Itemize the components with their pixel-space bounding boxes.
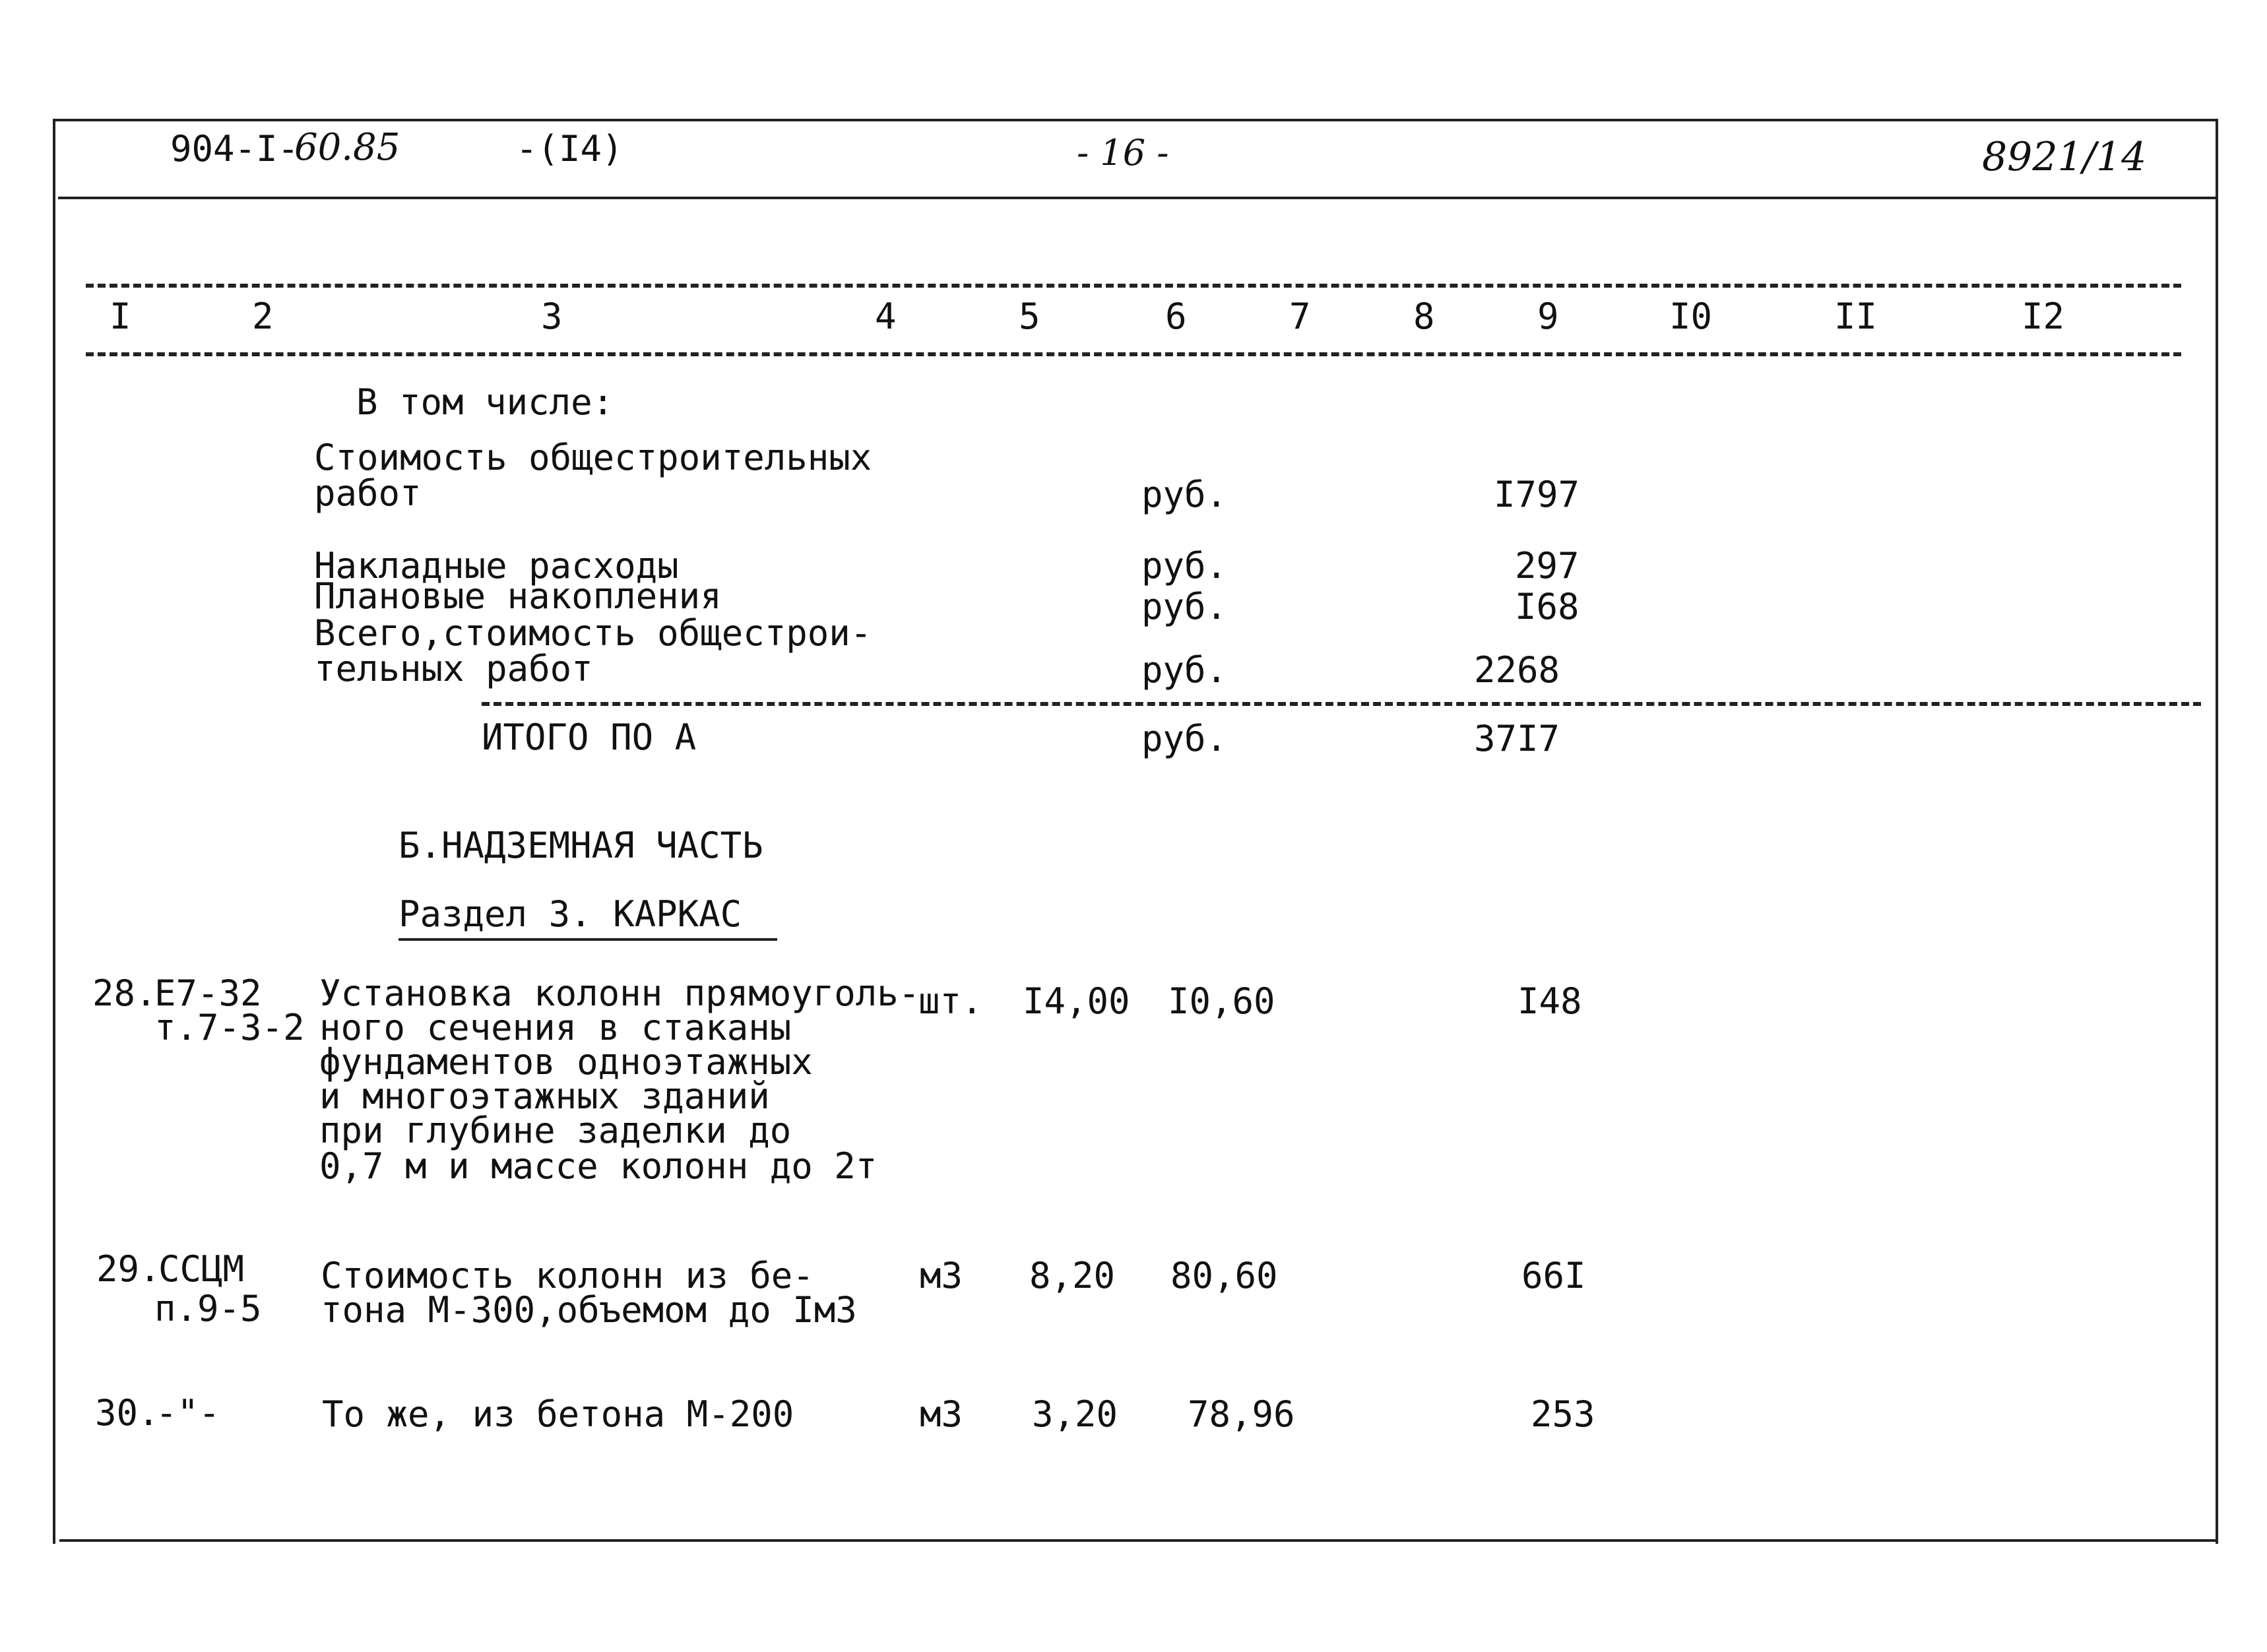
frame-left-border	[53, 119, 55, 1544]
item-description-line: фундаментов одноэтажных	[319, 1041, 813, 1083]
item-number: 29.	[96, 1248, 161, 1290]
item-description-line: Стоимость колонн из бе-	[321, 1255, 814, 1296]
summary-unit: руб.	[1141, 474, 1228, 515]
column-number: I	[110, 296, 131, 337]
section-title-underline	[399, 938, 777, 941]
item-code: ССЦМ	[158, 1248, 245, 1290]
summary-value: I797	[1494, 474, 1580, 515]
column-number: 3	[541, 296, 563, 337]
doc-code-handwritten: 60.85	[294, 126, 400, 169]
column-number: 4	[875, 296, 897, 337]
item-code: -"-	[156, 1392, 220, 1434]
item-code: п.9-5	[154, 1288, 262, 1329]
archive-stamp-number: 8921/14	[1982, 134, 2147, 180]
summary-value: 297	[1515, 545, 1580, 587]
total-value: 37I7	[1474, 718, 1560, 759]
column-number: 9	[1537, 296, 1559, 337]
column-number: 6	[1165, 296, 1187, 337]
column-header-top-rule	[86, 284, 2181, 288]
item-quantity: 8,20	[1029, 1255, 1116, 1296]
item-unit: шт.	[918, 980, 983, 1022]
item-description-line: тона М-300,объемом до Iм3	[321, 1289, 857, 1331]
item-description-line: и многоэтажных зданий	[319, 1075, 770, 1117]
column-header-bottom-rule	[86, 352, 2181, 356]
frame-right-border	[2216, 119, 2218, 1544]
part-heading: Б.НАДЗЕМНАЯ ЧАСТЬ	[399, 825, 763, 866]
item-quantity: 3,20	[1032, 1393, 1118, 1435]
summary-unit: руб.	[1141, 586, 1228, 627]
column-number: 7	[1289, 296, 1311, 337]
summary-unit: руб.	[1141, 545, 1228, 587]
item-unit: м3	[920, 1393, 963, 1435]
summary-label: тельных работ	[314, 648, 593, 689]
column-number: 5	[1019, 296, 1040, 337]
sheet-number: -(I4)	[516, 128, 623, 170]
item-description-line: Установка колонн прямоуголь-	[319, 972, 920, 1014]
item-quantity: I4,00	[1023, 980, 1130, 1022]
summary-label: работ	[314, 472, 422, 514]
item-code: т.7-3-2	[154, 1007, 305, 1048]
item-number: 28.	[92, 972, 157, 1014]
summary-label: Накладные расходы	[314, 545, 679, 587]
item-total: I48	[1517, 980, 1582, 1022]
item-unit: м3	[920, 1255, 963, 1296]
item-total: 253	[1531, 1393, 1595, 1435]
item-description-line: То же, из бетона М-200	[322, 1393, 794, 1435]
section-title: Раздел 3. КАРКАС	[399, 893, 742, 935]
item-description-line: ного сечения в стаканы	[319, 1007, 792, 1048]
item-number: 30.	[95, 1392, 160, 1434]
item-description-line: при глубине заделки до	[319, 1110, 792, 1151]
summary-label: Плановые накопления	[314, 575, 722, 617]
item-unit-price: 80,60	[1170, 1255, 1278, 1296]
page-number: - 16 -	[1077, 132, 1169, 174]
summary-intro: В том числе:	[356, 381, 614, 423]
column-number: I2	[2022, 296, 2065, 337]
item-unit-price: 78,96	[1188, 1393, 1295, 1435]
total-rule	[482, 702, 2201, 706]
column-number: II	[1834, 296, 1878, 337]
column-number: I0	[1669, 296, 1713, 337]
frame-top-border	[53, 119, 2218, 121]
summary-label: Всего,стоимость общестрои-	[314, 612, 872, 654]
item-total: 66I	[1521, 1255, 1586, 1296]
summary-unit: руб.	[1141, 649, 1228, 691]
column-number: 2	[252, 296, 274, 337]
total-label: ИТОГО ПО А	[482, 716, 697, 758]
summary-value: I68	[1515, 586, 1580, 627]
header-separator	[58, 197, 2218, 199]
column-number: 8	[1413, 296, 1435, 337]
frame-bottom-border	[59, 1539, 2218, 1542]
summary-value: 2268	[1474, 649, 1560, 691]
item-unit-price: I0,60	[1168, 980, 1275, 1022]
summary-label: Стоимость общестроительных	[314, 437, 872, 478]
doc-code: 904-I-	[170, 128, 300, 170]
item-description-line: 0,7 м и массе колонн до 2т	[319, 1145, 878, 1187]
total-unit: руб.	[1141, 718, 1228, 759]
item-code: Е7-32	[154, 972, 262, 1014]
